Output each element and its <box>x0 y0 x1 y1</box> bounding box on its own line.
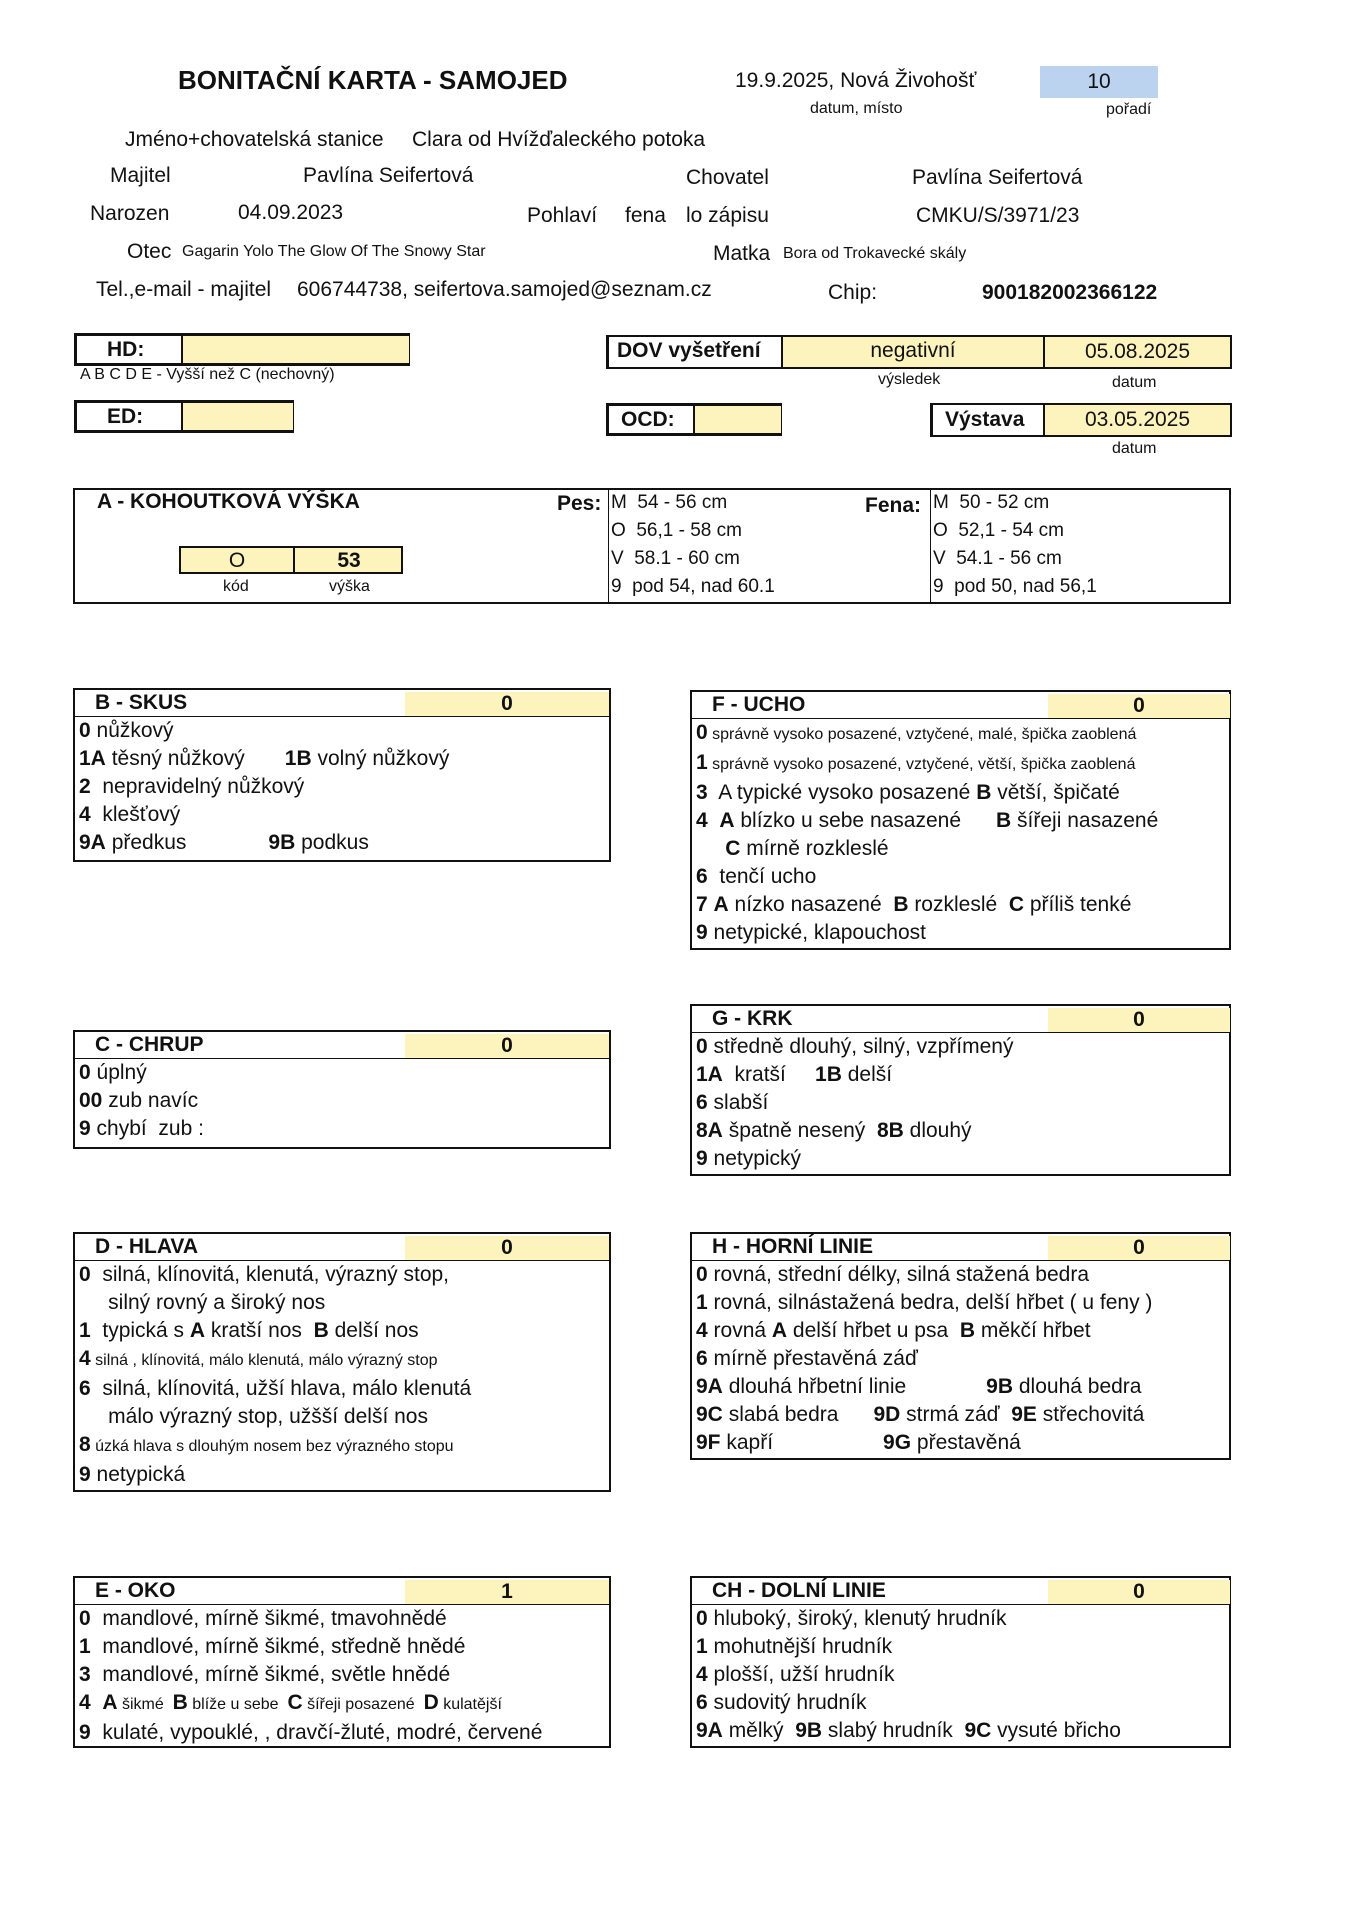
order-value: 10 <box>1087 70 1111 93</box>
dov-result: negativní <box>870 339 956 362</box>
option-text: rovná, silnástažená bedra, delší hřbet ( u feny ) <box>707 1291 1153 1314</box>
option-code: A <box>719 809 735 832</box>
option-text: typická s <box>90 1319 190 1342</box>
option-code: 0 <box>696 1607 708 1630</box>
option-line <box>75 1317 609 1345</box>
male-height-code: M <box>611 492 627 513</box>
mother-name: Bora od Trokavecké skály <box>783 245 967 262</box>
option-line <box>692 1117 1229 1145</box>
option-code: 8A <box>696 1119 723 1142</box>
section-body <box>692 719 1229 947</box>
option-text: šířeji posazené <box>302 1696 424 1713</box>
father-name: Gagarin Yolo The Glow Of The Snowy Star <box>182 243 486 260</box>
sex-value: fena <box>625 204 666 227</box>
option-text: delší <box>841 1063 893 1086</box>
option-text: šířeji nasazené <box>1011 809 1159 832</box>
order-label: pořadí <box>1106 101 1152 118</box>
option-text: mírně přestavěná záď <box>707 1347 918 1370</box>
option-code: 1 <box>79 1635 91 1658</box>
hd-value <box>181 336 409 363</box>
ed-label: ED: <box>107 405 144 428</box>
ed-box <box>74 400 294 433</box>
option-code: 9 <box>696 1147 708 1170</box>
page-title: BONITAČNÍ KARTA - SAMOJED <box>178 65 568 95</box>
dov-date-box <box>1043 337 1230 367</box>
option-code: 0 <box>79 719 91 742</box>
option-text: silná , klínovitá, málo klenutá, málo výrazný stop <box>90 1352 438 1369</box>
sex-label: Pohlaví <box>527 204 598 227</box>
female-height-row <box>933 576 1097 598</box>
option-code: 7 <box>696 893 708 916</box>
registry-number: CMKU/S/3971/23 <box>916 204 1080 227</box>
option-text: mandlové, mírně šikmé, tmavohnědé <box>90 1607 447 1630</box>
option-line <box>75 829 609 857</box>
option-text: rovná, střední délky, silná stažená bedra <box>707 1263 1090 1286</box>
male-height-range: 56,1 - 58 cm <box>625 520 742 541</box>
section-title: G - KRK <box>712 1007 793 1030</box>
option-line <box>692 1145 1229 1173</box>
option-text: kratší nos <box>205 1319 314 1342</box>
option-line <box>75 1605 609 1633</box>
section-title: C - CHRUP <box>95 1033 204 1056</box>
option-code: 4 <box>79 803 91 826</box>
option-text: strmá záď <box>900 1403 1012 1426</box>
option-text: správně vysoko posazené, vztyčené, větší, špička zaoblená <box>707 756 1136 773</box>
male-height-code: O <box>611 520 626 541</box>
option-code: 9B <box>986 1375 1014 1398</box>
section-head <box>73 1232 611 1492</box>
option-text: blízko u sebe nasazené <box>734 809 997 832</box>
section-body <box>75 1261 609 1489</box>
option-text: slabší <box>707 1091 769 1114</box>
option-text: dlouhý <box>903 1119 972 1142</box>
option-text: A typické vysoko posazené <box>707 781 977 804</box>
option-text: zub navíc <box>102 1089 199 1112</box>
female-height-code: 9 <box>933 576 944 597</box>
option-code: 9 <box>79 1463 91 1486</box>
contact-label: Tel.,e-mail - majitel <box>96 278 272 301</box>
option-text: netypická <box>90 1463 186 1486</box>
option-code: 9F <box>696 1431 721 1454</box>
option-line <box>75 1719 609 1747</box>
option-text: přestavěná <box>911 1431 1021 1454</box>
option-code: 3 <box>696 781 708 804</box>
option-line <box>692 1033 1229 1061</box>
option-text: příliš tenké <box>1024 893 1132 916</box>
option-code: 2 <box>79 775 91 798</box>
name-label: Jméno+chovatelská stanice <box>125 128 384 151</box>
option-code: 9A <box>696 1719 723 1742</box>
section-underline <box>690 1576 1231 1748</box>
option-text: šikmé <box>117 1696 173 1713</box>
option-line <box>692 719 1229 749</box>
height-code-label: kód <box>223 578 249 595</box>
option-code: 6 <box>696 1691 708 1714</box>
option-code: C <box>1008 893 1025 916</box>
option-code: A <box>189 1319 206 1342</box>
section-value: 0 <box>405 692 609 716</box>
option-code: 4 <box>79 1347 91 1370</box>
section-teeth <box>73 1030 611 1149</box>
option-line <box>692 919 1229 947</box>
option-text: dlouhá hřbetní linie <box>722 1375 907 1398</box>
height-value: 53 <box>337 549 361 572</box>
option-code: 1 <box>696 751 708 774</box>
ocd-box <box>606 403 782 436</box>
option-text: silná, klínovitá, užší hlava, málo klenutá <box>90 1377 472 1400</box>
male-height-code: 9 <box>611 576 622 597</box>
date-place: 19.9.2025, Nová Živohošť <box>735 69 977 92</box>
option-text: málo výrazný stop, užšší delší nos <box>79 1405 428 1428</box>
order-box <box>1040 66 1158 98</box>
option-line <box>75 1431 609 1461</box>
option-code: 1 <box>696 1635 708 1658</box>
breeder-label: Chovatel <box>686 166 769 189</box>
option-text: kulatější <box>438 1696 502 1713</box>
hd-label: HD: <box>107 338 145 361</box>
male-label: Pes: <box>557 492 602 515</box>
female-height-code: O <box>933 520 948 541</box>
option-line <box>75 1689 609 1719</box>
option-text: špatně nesený <box>722 1119 877 1142</box>
option-text: podkus <box>295 831 369 854</box>
option-text: delší nos <box>328 1319 419 1342</box>
option-code: 1 <box>696 1291 708 1314</box>
section-eye <box>73 1576 611 1748</box>
section-title: H - HORNÍ LINIE <box>712 1235 873 1258</box>
option-text: rovná <box>707 1319 772 1342</box>
option-line <box>75 717 609 745</box>
female-height-row <box>933 492 1049 514</box>
option-line <box>692 749 1229 779</box>
option-line <box>75 801 609 829</box>
section-title: F - UCHO <box>712 693 806 716</box>
option-code: 9A <box>79 831 106 854</box>
option-text <box>708 809 720 832</box>
option-line <box>692 863 1229 891</box>
option-text: mohutnější hrudník <box>707 1635 893 1658</box>
option-line <box>75 1087 609 1115</box>
option-text: mírně rozkleslé <box>740 837 889 860</box>
option-text: nepravidelný nůžkový <box>90 775 305 798</box>
option-text: středně dlouhý, silný, vzpřímený <box>707 1035 1014 1058</box>
height-title: A - KOHOUTKOVÁ VÝŠKA <box>97 490 360 513</box>
option-text: hluboký, široký, klenutý hrudník <box>707 1607 1007 1630</box>
section-ear <box>690 690 1231 950</box>
option-line <box>692 779 1229 807</box>
female-height-range: 52,1 - 54 cm <box>947 520 1064 541</box>
option-code: 0 <box>696 721 708 744</box>
option-text: správně vysoko posazené, vztyčené, malé, špička zaoblená <box>707 726 1137 743</box>
chip-label: Chip: <box>828 281 878 304</box>
option-line <box>75 745 609 773</box>
option-code: C <box>287 1691 303 1714</box>
option-text: měkčí hřbet <box>975 1319 1091 1342</box>
option-code: 0 <box>79 1263 91 1286</box>
option-code: A <box>102 1691 118 1714</box>
option-line <box>75 1059 609 1087</box>
option-text <box>91 1691 103 1714</box>
section-value: 0 <box>405 1236 609 1260</box>
option-code: 1 <box>79 1319 91 1342</box>
option-code: C <box>725 837 741 860</box>
option-text: těsný nůžkový <box>105 747 245 770</box>
option-code: 9 <box>79 1117 91 1140</box>
height-section <box>73 488 1231 604</box>
section-body <box>692 1033 1229 1173</box>
option-text: slabá bedra <box>722 1403 874 1426</box>
chip-number: 900182002366122 <box>982 281 1158 304</box>
section-value: 1 <box>405 1580 609 1604</box>
option-code: 1B <box>284 747 312 770</box>
option-code: 6 <box>696 1091 708 1114</box>
option-code: 0 <box>79 1607 91 1630</box>
option-code: 4 <box>79 1691 91 1714</box>
option-code: 6 <box>696 1347 708 1370</box>
option-line <box>75 1461 609 1489</box>
option-text: předkus <box>105 831 187 854</box>
option-code: 0 <box>79 1061 91 1084</box>
registry-label: lo zápisu <box>686 204 769 227</box>
section-body <box>692 1261 1229 1457</box>
option-code: 9B <box>268 831 296 854</box>
height-value-label: výška <box>329 578 370 595</box>
option-code: 3 <box>79 1663 91 1686</box>
option-line <box>692 1089 1229 1117</box>
option-line <box>692 1605 1229 1633</box>
show-label: Výstava <box>945 408 1025 431</box>
option-line <box>692 891 1229 919</box>
section-topline <box>690 1232 1231 1460</box>
option-code: 0 <box>696 1035 708 1058</box>
option-text: mělký <box>722 1719 796 1742</box>
option-code: 1A <box>79 747 106 770</box>
section-title: CH - DOLNÍ LINIE <box>712 1579 886 1602</box>
option-code: 9 <box>79 1721 91 1744</box>
option-text: sudovitý hrudník <box>707 1691 867 1714</box>
option-code: 6 <box>79 1377 91 1400</box>
option-text: volný nůžkový <box>311 747 450 770</box>
option-code: 9G <box>883 1431 912 1454</box>
born-label: Narozen <box>90 202 170 225</box>
female-height-row <box>933 520 1064 542</box>
ocd-label: OCD: <box>621 408 675 431</box>
option-code: 9D <box>873 1403 901 1426</box>
section-value: 0 <box>1048 694 1230 718</box>
female-height-range: 54.1 - 56 cm <box>945 548 1062 569</box>
option-code: 4 <box>696 809 708 832</box>
option-text: slabý hrudník <box>822 1719 965 1742</box>
option-line <box>75 773 609 801</box>
option-line <box>692 1401 1229 1429</box>
option-code: B <box>893 893 909 916</box>
option-line <box>75 1375 609 1403</box>
contact-value: 606744738, seifertova.samojed@seznam.cz <box>297 278 712 301</box>
option-line <box>75 1403 609 1431</box>
option-code: 8B <box>876 1119 904 1142</box>
option-code: B <box>172 1691 188 1714</box>
dov-result-label: výsledek <box>878 371 941 388</box>
option-code: 00 <box>79 1089 103 1112</box>
option-line <box>692 1317 1229 1345</box>
option-code: 1A <box>696 1063 723 1086</box>
ed-value <box>181 403 293 430</box>
section-value: 0 <box>1048 1580 1230 1604</box>
section-value: 0 <box>1048 1008 1230 1032</box>
option-code: D <box>423 1691 439 1714</box>
section-bite <box>73 688 611 862</box>
option-line <box>692 1633 1229 1661</box>
section-title: D - HLAVA <box>95 1235 199 1258</box>
option-text: nůžkový <box>90 719 174 742</box>
option-code: 9C <box>964 1719 992 1742</box>
option-line <box>75 1345 609 1375</box>
option-text: vysuté břicho <box>991 1719 1121 1742</box>
born-date: 04.09.2023 <box>238 201 344 224</box>
date-place-label: datum, místo <box>810 100 903 117</box>
dov-box <box>606 335 1232 369</box>
option-text: úplný <box>90 1061 147 1084</box>
option-code: 0 <box>696 1263 708 1286</box>
option-code: 1B <box>815 1063 842 1086</box>
section-body <box>692 1605 1229 1745</box>
option-code: 9A <box>696 1375 723 1398</box>
show-date-label: datum <box>1112 440 1157 457</box>
option-line <box>75 1289 609 1317</box>
option-text: střechovitá <box>1036 1403 1145 1426</box>
male-height-range: pod 54, nad 60.1 <box>621 576 775 597</box>
option-code: A <box>771 1319 788 1342</box>
owner-name: Pavlína Seifertová <box>303 164 474 187</box>
option-line <box>692 1373 1229 1401</box>
height-code: O <box>228 549 246 572</box>
section-body <box>75 717 609 857</box>
mother-label: Matka <box>713 242 771 265</box>
option-text: netypické, klapouchost <box>707 921 926 944</box>
section-neck <box>690 1004 1231 1176</box>
option-line <box>75 1115 609 1143</box>
option-line <box>692 1261 1229 1289</box>
option-text: mandlové, mírně šikmé, světle hnědé <box>90 1663 451 1686</box>
option-text: plošší, užší hrudník <box>707 1663 895 1686</box>
male-height-range: 54 - 56 cm <box>626 492 728 513</box>
dov-date-label: datum <box>1112 374 1157 391</box>
option-text: mandlové, mírně šikmé, středně hnědé <box>90 1635 466 1658</box>
female-height-code: M <box>933 492 949 513</box>
option-line <box>692 1717 1229 1745</box>
dov-date: 05.08.2025 <box>1084 340 1191 363</box>
option-line <box>692 1429 1229 1457</box>
option-code: 9 <box>696 921 708 944</box>
option-line <box>692 807 1229 835</box>
height-code-box <box>179 546 403 574</box>
option-text: nízko nasazené <box>728 893 894 916</box>
option-code: A <box>713 893 729 916</box>
show-box <box>930 403 1232 437</box>
male-height-range: 58.1 - 60 cm <box>623 548 740 569</box>
option-text: větší, špičaté <box>991 781 1120 804</box>
owner-label: Majitel <box>110 164 171 187</box>
option-code: B <box>996 809 1012 832</box>
option-line <box>692 1289 1229 1317</box>
option-text: silná, klínovitá, klenutá, výrazný stop, <box>90 1263 450 1286</box>
option-text: kulaté, vypouklé, , dravčí-žluté, modré, červené <box>90 1721 543 1744</box>
show-date: 03.05.2025 <box>1084 408 1191 431</box>
male-height-row <box>611 576 775 598</box>
option-text: silný rovný a široký nos <box>79 1291 326 1314</box>
option-text: netypický <box>707 1147 802 1170</box>
hd-note: A B C D E - Vyšší než C (nechovný) <box>80 366 335 383</box>
option-text: blíže u sebe <box>187 1696 288 1713</box>
option-code: 9E <box>1011 1403 1037 1426</box>
option-text <box>696 837 725 860</box>
dov-label: DOV vyšetření <box>617 339 761 362</box>
option-code: 6 <box>696 865 708 888</box>
female-label: Fena: <box>865 494 922 517</box>
section-title: B - SKUS <box>95 691 188 714</box>
option-code: 4 <box>696 1663 708 1686</box>
male-height-row <box>611 548 740 570</box>
option-text: delší hřbet u psa <box>787 1319 960 1342</box>
option-line <box>692 1661 1229 1689</box>
section-body <box>75 1605 609 1747</box>
option-line <box>692 835 1229 863</box>
option-line <box>75 1633 609 1661</box>
ocd-value <box>693 406 781 433</box>
dov-result-box <box>781 337 1043 367</box>
male-height-code: V <box>611 548 624 569</box>
breeder-name: Pavlína Seifertová <box>912 166 1083 189</box>
male-height-row <box>611 520 742 542</box>
option-line <box>75 1661 609 1689</box>
female-height-range: 50 - 52 cm <box>948 492 1050 513</box>
option-line <box>692 1689 1229 1717</box>
option-text: kratší <box>722 1063 816 1086</box>
section-body <box>75 1059 609 1143</box>
option-line <box>692 1345 1229 1373</box>
male-height-row <box>611 492 727 514</box>
option-text: dlouhá bedra <box>1013 1375 1142 1398</box>
option-text: úzká hlava s dlouhým nosem bez výrazného stopu <box>90 1438 454 1455</box>
father-label: Otec <box>127 240 172 263</box>
hd-box <box>74 333 410 366</box>
show-date-box <box>1043 405 1230 435</box>
option-code: 9C <box>696 1403 723 1426</box>
female-height-code: V <box>933 548 946 569</box>
option-text: rozkleslé <box>908 893 1009 916</box>
female-height-row <box>933 548 1062 570</box>
section-title: E - OKO <box>95 1579 176 1602</box>
option-text: klešťový <box>90 803 181 826</box>
option-line <box>75 1261 609 1289</box>
option-code: 4 <box>696 1319 708 1342</box>
option-code: 9B <box>795 1719 823 1742</box>
option-text: tenčí ucho <box>707 865 817 888</box>
dog-name: Clara od Hvížďaleckého potoka <box>412 128 706 151</box>
option-line <box>692 1061 1229 1089</box>
option-code: 8 <box>79 1433 91 1456</box>
option-code: B <box>976 781 992 804</box>
section-value: 0 <box>405 1034 609 1058</box>
option-text: kapří <box>720 1431 774 1454</box>
option-text: chybí zub : <box>90 1117 204 1140</box>
option-code: B <box>313 1319 329 1342</box>
female-height-range: pod 50, nad 56,1 <box>943 576 1097 597</box>
option-code: B <box>959 1319 976 1342</box>
section-value: 0 <box>1048 1236 1230 1260</box>
